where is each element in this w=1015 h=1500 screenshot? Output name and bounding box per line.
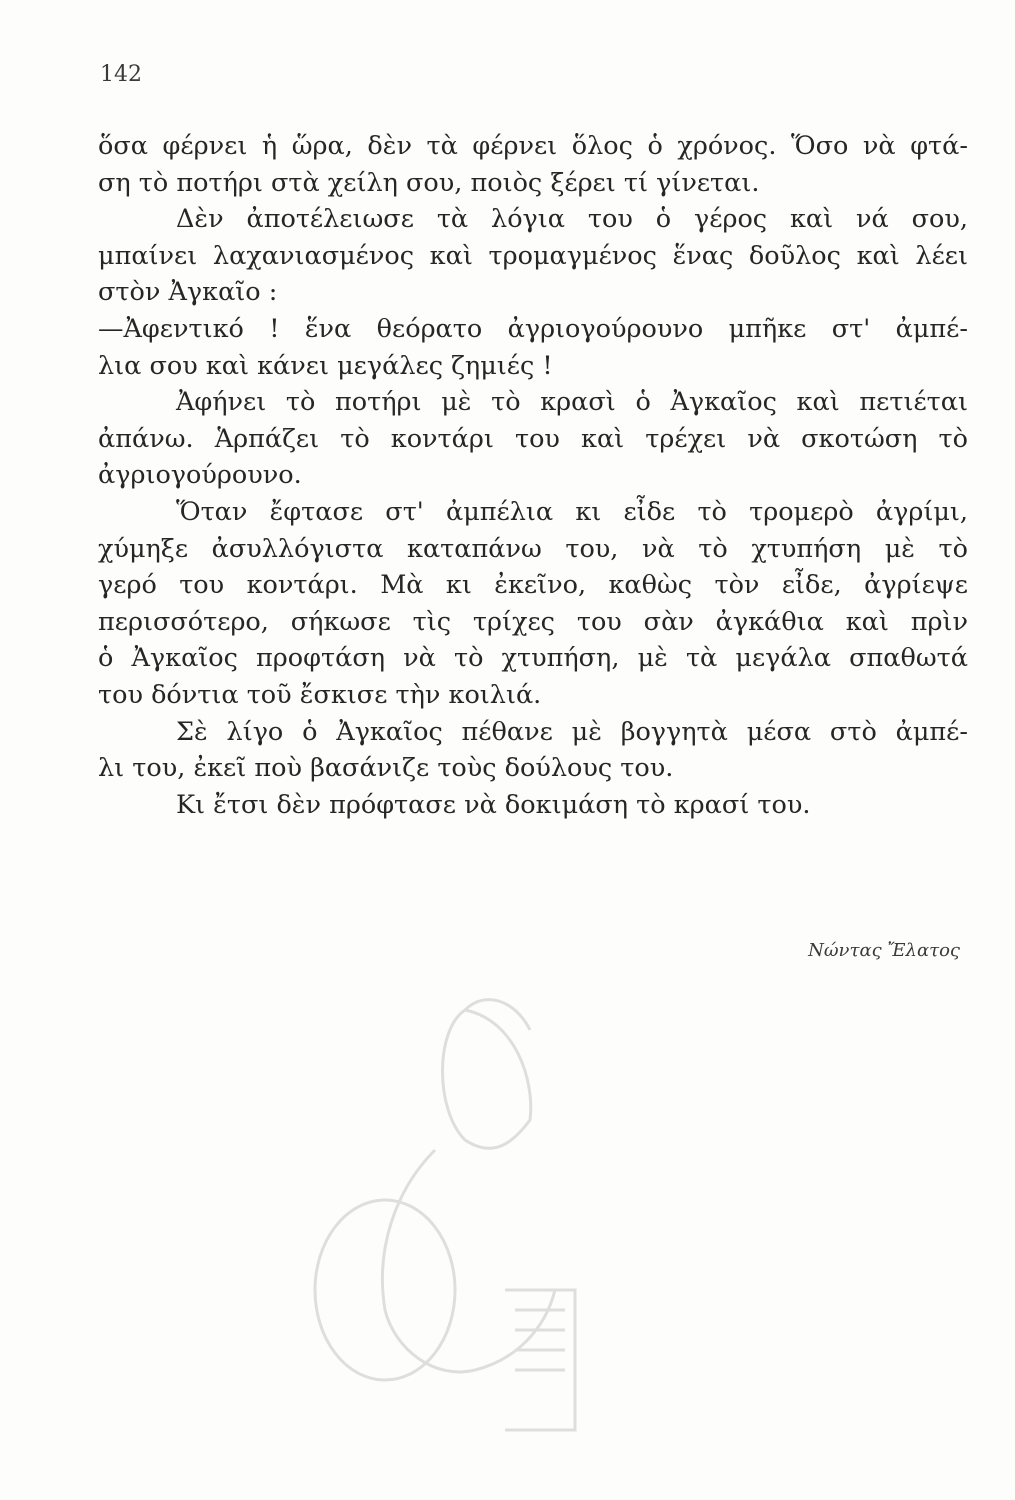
text-line: γερό του κοντάρι. Μὰ κι ἐκεῖνο, καθὼς τὸν εἶδε, ἀγρίεψε — [98, 570, 968, 601]
text-line: περισσότερο, σήκωσε τὶς τρίχες του σὰν ἀγκάθια καὶ πρὶν — [98, 606, 968, 637]
text-line: του δόντια τοῦ ἔσκισε τὴν κοιλιά. — [98, 679, 542, 710]
text-line: ἀγριογούρουνο. — [98, 460, 302, 491]
warrior-helmet-illustration-bleed-through — [135, 990, 775, 1440]
text-line: ὅσα φέρνει ἡ ὥρα, δὲν τὰ φέρνει ὅλος ὁ χρόνος. Ὅσο νὰ φτά- — [98, 131, 968, 161]
text-line: μπαίνει λαχανιασμένος καὶ τρομαγμένος ἕνας δοῦλος καὶ λέει — [98, 240, 968, 271]
text-line: Ὅταν ἔφτασε στ' ἀμπέλια κι εἶδε τὸ τρομερὸ ἀγρίμι, — [176, 496, 968, 527]
text-line: Δὲν ἀποτέλειωσε τὰ λόγια του ὁ γέρος καὶ νά σου, — [176, 204, 968, 235]
page-number: 142 — [100, 62, 142, 87]
story-text — [98, 128, 968, 823]
text-line: ὁ Ἀγκαῖος προφτάση νὰ τὸ χτυπήση, μὲ τὰ μεγάλα σπαθωτά — [98, 643, 968, 674]
author-signature: Νώντας Ἔλατος — [808, 940, 960, 961]
text-line: ἀπάνω. Ἁρπάζει τὸ κοντάρι του καὶ τρέχει νὰ σκοτώση τὸ — [98, 423, 968, 454]
text-line: Ἀφήνει τὸ ποτήρι μὲ τὸ κρασὶ ὁ Ἀγκαῖος καὶ πετιέται — [176, 387, 968, 418]
text-line: —Ἀφεντικό ! ἕνα θεόρατο ἀγριογούρουνο μπῆκε στ' ἀμπέ- — [98, 313, 968, 344]
text-line: Κι ἔτσι δὲν πρόφτασε νὰ δοκιμάση τὸ κρασί του. — [176, 789, 811, 820]
text-line: χύμηξε ἀσυλλόγιστα καταπάνω του, νὰ τὸ χτυπήση μὲ τὸ — [98, 533, 968, 564]
text-line: λι του, ἐκεῖ ποὺ βασάνιζε τοὺς δούλους του. — [98, 753, 674, 784]
text-line: λια σου καὶ κάνει μεγάλες ζημιές ! — [98, 350, 553, 381]
text-line: στὸν Ἀγκαῖο : — [98, 277, 278, 308]
text-line: ση τὸ ποτήρι στὰ χείλη σου, ποιὸς ξέρει τί γίνεται. — [98, 167, 760, 198]
text-line: Σὲ λίγο ὁ Ἀγκαῖος πέθανε μὲ βογγητὰ μέσα στὸ ἀμπέ- — [176, 716, 968, 747]
